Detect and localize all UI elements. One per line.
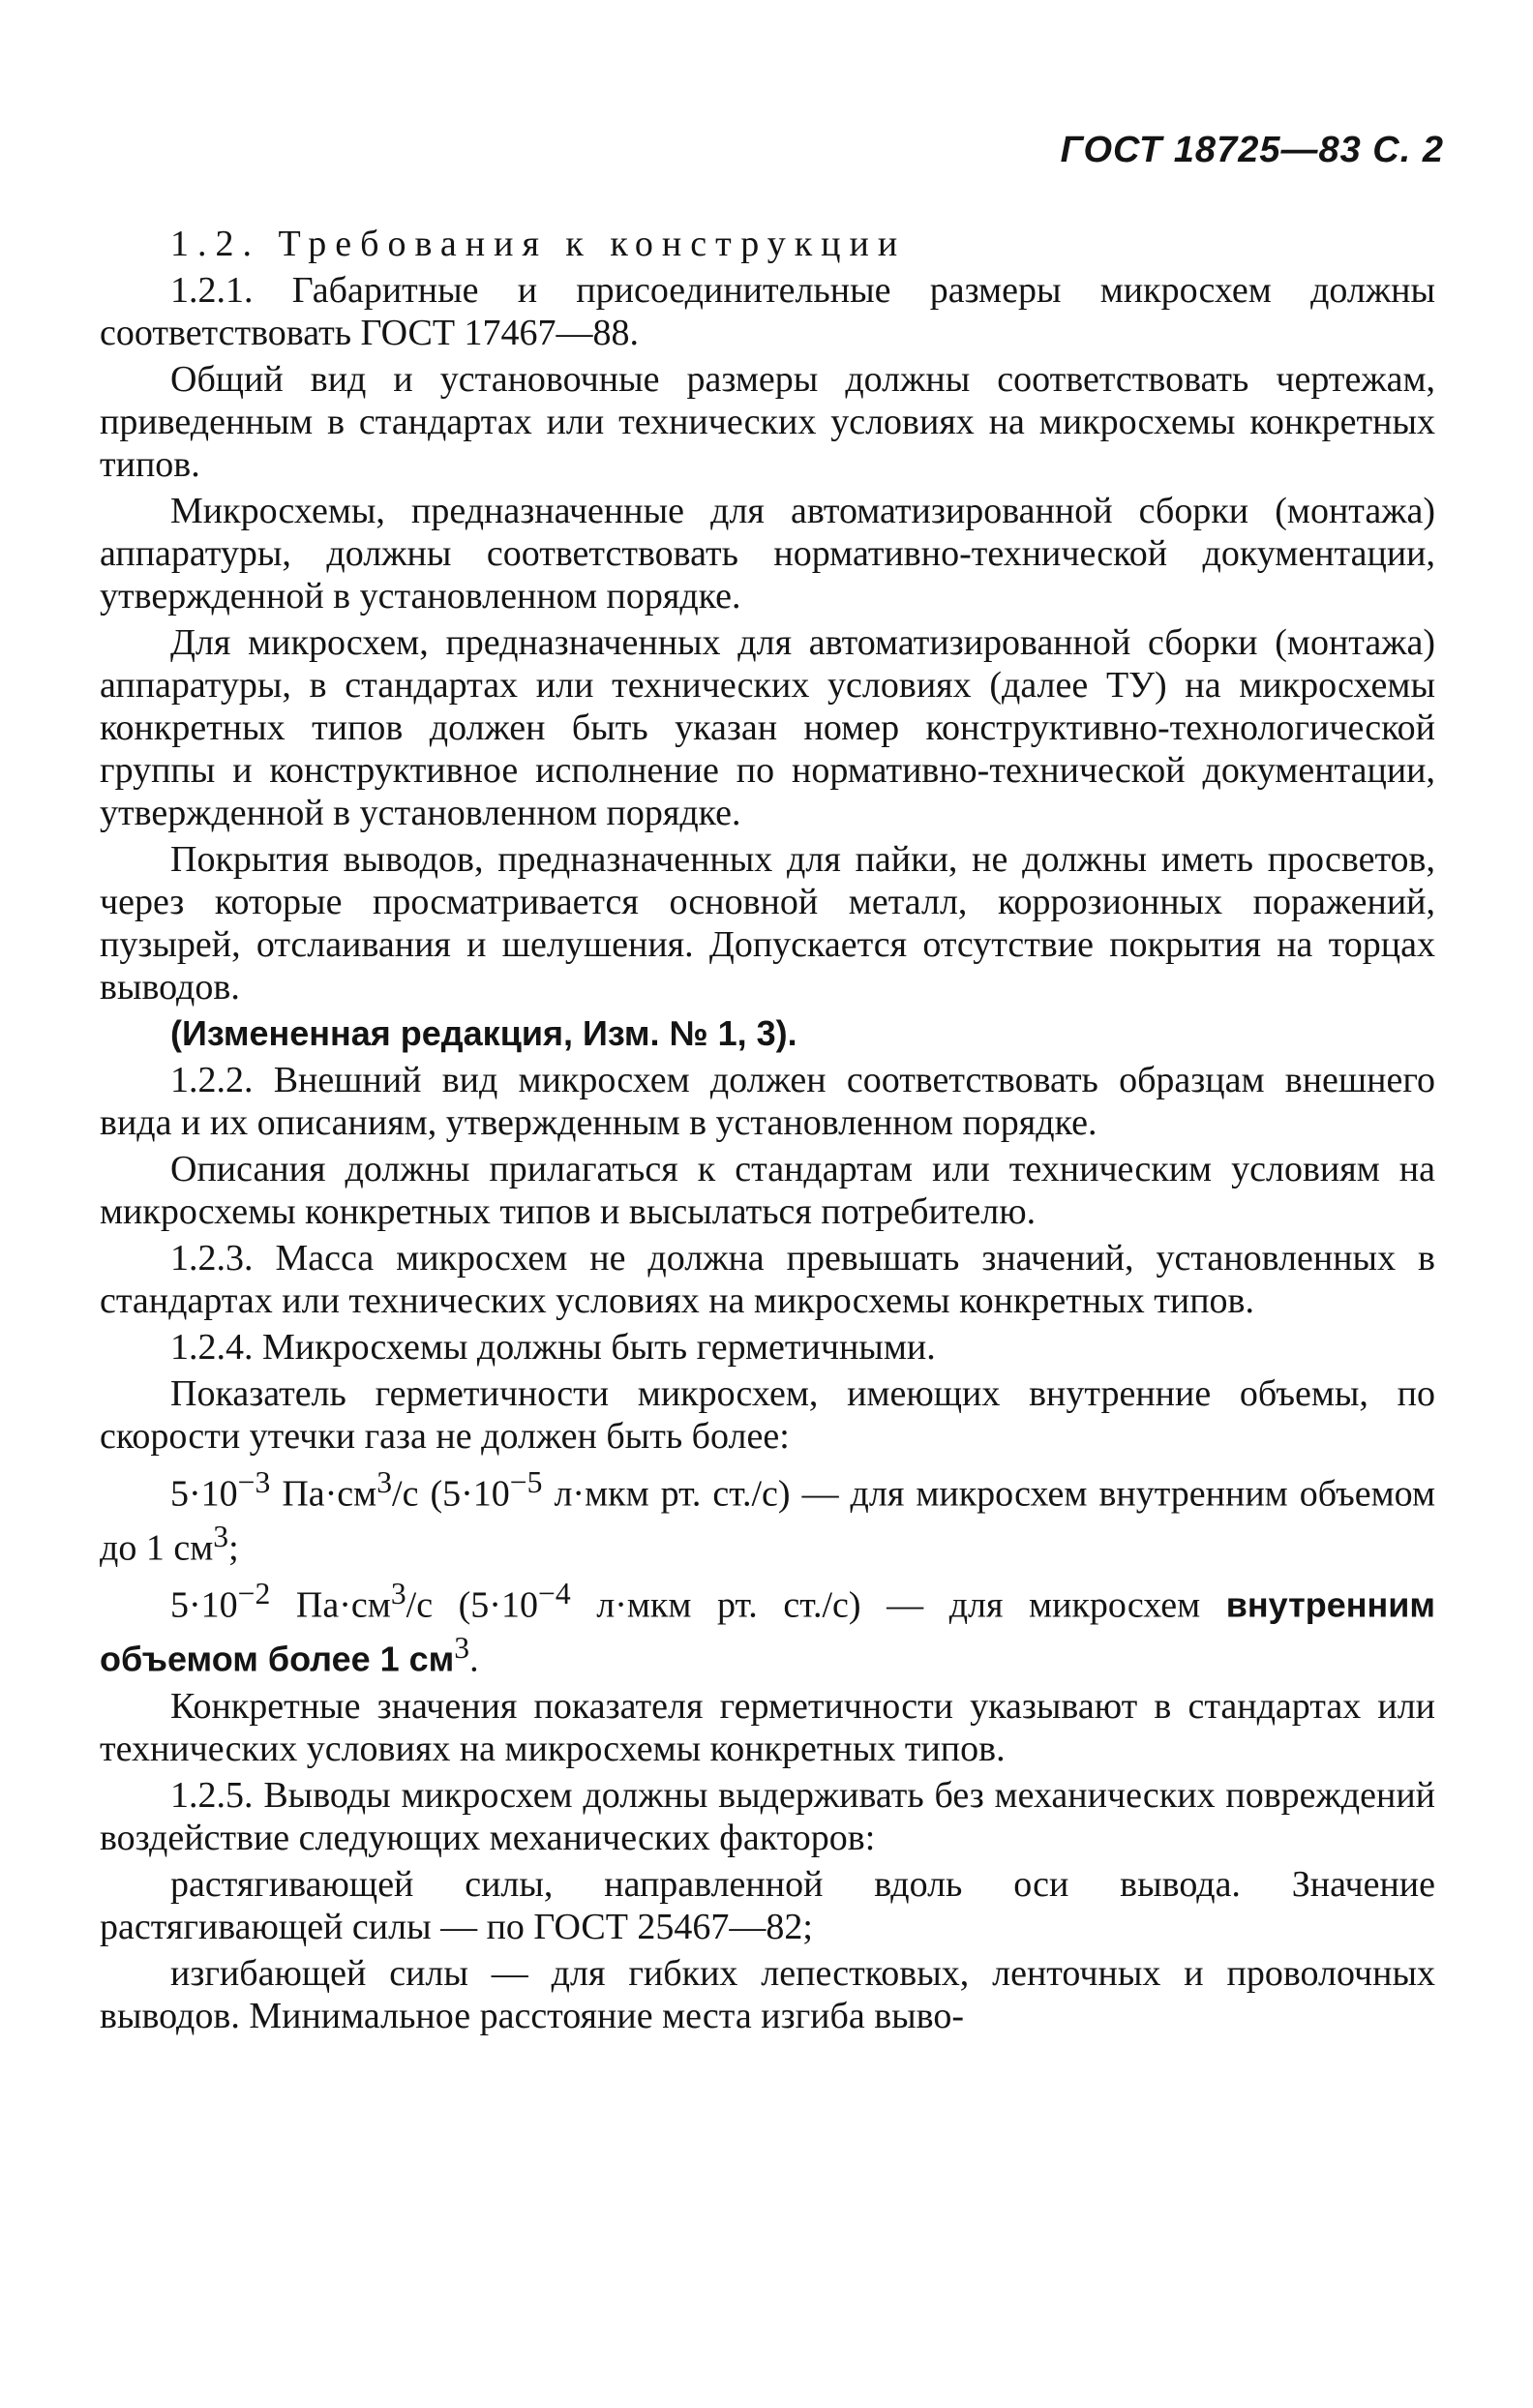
formula-bold-text: внутренним объемом более 1 см [100,1584,1435,1679]
formula-superscript: 3 [376,1465,393,1499]
paragraph: Общий вид и установочные размеры должны соответствовать чертежам, приведенным в стандартах или технических условиях на микросхемы конкретных типов. [100,359,1435,485]
formula-unit: /с (5·10 [406,1584,538,1626]
paragraph: 1.2.1. Габаритные и присоединительные размеры микросхем должны соответствовать ГОСТ 17467—88. [100,270,1435,353]
paragraph: Микросхемы, предназначенные для автоматизированной сборки (монтажа) аппаратуры, должны соответствовать нормативно-технической документации, утвержденной в установленном порядке. [100,491,1435,617]
formula-superscript: 3 [213,1519,229,1553]
formula-end: ; [228,1527,239,1569]
amendment-text: (Измененная редакция, Изм. № 1, 3). [170,1013,797,1053]
paragraph: Описания должны прилагаться к стандартам или техническим условиям на микросхемы конкретных типов и высылаться потребителю. [100,1149,1435,1232]
formula-text: л·мкм рт. ст./с) — для микросхем [570,1584,1226,1626]
formula-superscript: 3 [390,1577,406,1611]
section-heading: 1.2. Требования к конструкции [170,224,907,264]
paragraph: изгибающей силы — для гибких лепестковых, ленточных и проволочных выводов. Минимальное расстояние места изгиба выво- [100,1952,1435,2036]
paragraph: Для микросхем, предназначенных для автоматизированной сборки (монтажа) аппаратуры, в стандартах или технических условиях (далее ТУ) на микросхемы конкретных типов должен быть указан номер конструктивно-технологической группы и конструктивное исполнение по нормативно-технической документации, утвержденной в установленном порядке. [100,622,1435,833]
formula-multiplier: 5·10 [170,1584,238,1626]
paragraph: 1.2.4. Микросхемы должны быть герметичными. [170,1327,936,1368]
formula-unit: Па·см [270,1473,377,1515]
paragraph: Покрытия выводов, предназначенных для пайки, не должны иметь просветов, через которые просматривается основной металл, коррозионных поражений, пузырей, отслаивания и шелушения. Допускается отсутствие покрытия на торцах выводов. [100,839,1435,1008]
formula-exponent: −4 [537,1577,571,1611]
paragraph: 1.2.5. Выводы микросхем должны выдерживать без механических повреждений воздействие следующих механических факторов: [100,1774,1435,1858]
formula-unit: Па·см [270,1584,391,1626]
formula-exponent: −3 [237,1465,271,1499]
paragraph: 1.2.2. Внешний вид микросхем должен соответствовать образцам внешнего вида и их описаниям, утвержденным в установленном порядке. [100,1060,1435,1143]
formula-exponent: −5 [509,1465,543,1499]
leak-rate-formula-1 [100,1461,1435,1569]
paragraph: 1.2.3. Масса микросхем не должна превышать значений, установленных в стандартах или технических условиях на микросхемы конкретных типов. [100,1238,1435,1321]
paragraph: растягивающей силы, направленной вдоль оси вывода. Значение растягивающей силы — по ГОСТ 25467—82; [100,1863,1435,1947]
leak-rate-formula-2 [100,1573,1435,1680]
formula-text: л·мкм рт. ст./с) — для микросхем внутренним объемом до 1 см [100,1473,1435,1569]
amendment-note [100,1012,1435,1055]
formula-end: . [469,1639,479,1680]
formula-unit: /с (5·10 [392,1473,510,1515]
formula-exponent: −2 [237,1577,271,1611]
formula-multiplier: 5·10 [170,1473,238,1515]
formula-superscript: 3 [454,1630,470,1665]
paragraph: Конкретные значения показателя герметичности указывают в стандартах или технических условиях на микросхемы конкретных типов. [100,1685,1435,1769]
document-body [100,223,1435,2041]
page-header: ГОСТ 18725—83 С. 2 [1060,130,1444,170]
paragraph: Показатель герметичности микросхем, имеющих внутренние объемы, по скорости утечки газа не должен быть более: [100,1373,1435,1457]
